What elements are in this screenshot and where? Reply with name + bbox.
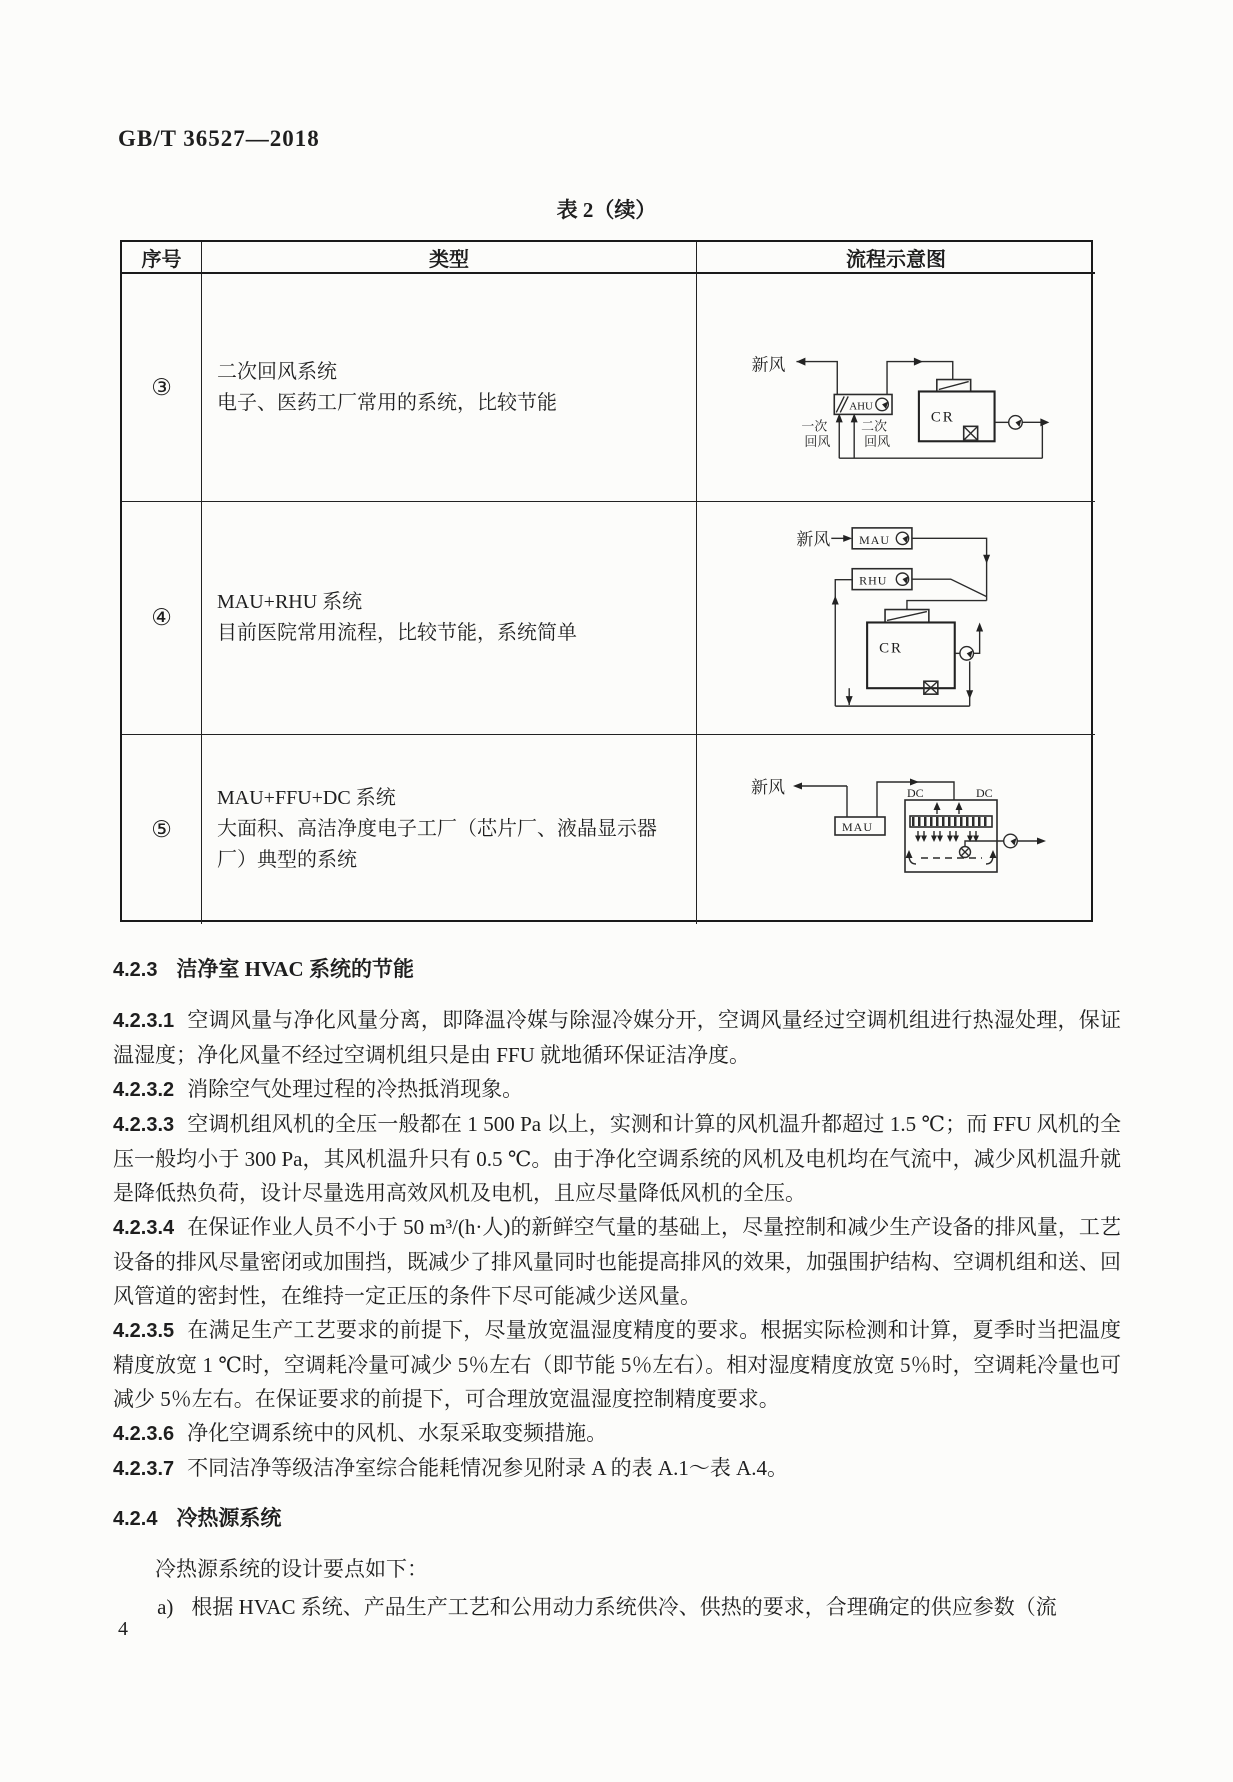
type-desc: 大面积、高洁净度电子工厂（芯片厂、液晶显示器厂）典型的系统 bbox=[217, 818, 657, 871]
list-item-label: a) bbox=[157, 1595, 174, 1619]
section-title: 冷热源系统 bbox=[176, 1506, 282, 1530]
type-title: 二次回风系统 bbox=[217, 360, 337, 383]
section-title: 洁净室 HVAC 系统的节能 bbox=[176, 957, 414, 981]
label-ahu: AHU bbox=[849, 400, 873, 413]
row-type-4 bbox=[202, 502, 697, 735]
label-secondary-return: 二次 bbox=[861, 418, 888, 434]
fan-icon bbox=[1004, 834, 1018, 848]
fan-icon bbox=[896, 573, 908, 585]
page-number: 4 bbox=[118, 1618, 128, 1640]
fan-icon bbox=[896, 532, 908, 544]
fan-icon bbox=[960, 647, 974, 661]
clause-4231 bbox=[113, 1003, 1121, 1072]
clause-4236 bbox=[113, 1416, 1121, 1451]
arrow-down-icon bbox=[966, 690, 973, 699]
arrow-right-icon bbox=[843, 535, 852, 542]
clause-text: 消除空气处理过程的冷热抵消现象。 bbox=[187, 1077, 524, 1101]
row-no-3: ③ bbox=[122, 274, 202, 502]
body-text bbox=[113, 952, 1121, 1624]
clause-4235 bbox=[113, 1313, 1121, 1416]
arrow-down-icon bbox=[983, 555, 990, 564]
row-no-4: ④ bbox=[122, 502, 202, 735]
hatch-icon bbox=[836, 396, 848, 412]
standard-number: GB/T 36527—2018 bbox=[118, 126, 320, 151]
section-intro: 冷热源系统的设计要点如下： bbox=[155, 1557, 428, 1581]
type-desc: 电子、医药工厂常用的系统，比较节能 bbox=[217, 391, 557, 414]
fan-icon bbox=[876, 398, 889, 411]
clause-number: 4.2.3.1 bbox=[113, 1010, 175, 1032]
clause-text: 在满足生产工艺要求的前提下，尽量放宽温湿度精度的要求。根据实际检测和计算，夏季时当把温度精度放宽 1 ℃时，空调耗冷量可减少 5％左右（即节能 5％左右）。相对湿度精度放宽 5％时，空调耗冷量也可减少 5％左右。在保证要求的前提下，可合理放宽温湿度控制精度要求。 bbox=[113, 1318, 1121, 1411]
label-mau: MAU bbox=[842, 820, 874, 834]
type-title: MAU+RHU 系统 bbox=[217, 591, 363, 613]
arrow-right-icon bbox=[1037, 838, 1046, 845]
col-header-diagram: 流程示意图 bbox=[697, 242, 1095, 274]
clause-number: 4.2.3.2 bbox=[113, 1079, 175, 1101]
label-fresh-air: 新风 bbox=[796, 529, 831, 549]
label-cr: CR bbox=[879, 640, 903, 657]
arrow-left-icon bbox=[796, 358, 805, 366]
label-mau: MAU bbox=[859, 532, 891, 547]
filter-icon bbox=[937, 380, 971, 392]
damper-icon bbox=[964, 426, 978, 440]
arrow-right-icon bbox=[910, 779, 919, 786]
arrow-up-icon bbox=[976, 622, 983, 631]
arrow-right-icon bbox=[1040, 418, 1049, 426]
section-number: 4.2.4 bbox=[113, 1508, 158, 1530]
arrow-down-icon bbox=[846, 696, 853, 705]
arrow-left-icon bbox=[793, 783, 802, 790]
clause-number: 4.2.3.4 bbox=[113, 1217, 175, 1239]
flow-diagram-mau-ffu-dc bbox=[697, 735, 1095, 924]
col-header-type: 类型 bbox=[202, 242, 697, 274]
arrow-up-icon bbox=[906, 850, 913, 858]
arrow-right-icon bbox=[914, 358, 923, 366]
clause-number: 4.2.3.3 bbox=[113, 1114, 175, 1136]
clause-number: 4.2.3.5 bbox=[113, 1320, 175, 1342]
section-heading-423 bbox=[113, 952, 1121, 987]
list-item-a bbox=[113, 1590, 1121, 1624]
clause-text: 空调风量与净化风量分离，即降温冷媒与除湿冷媒分开，空调风量经过空调机组进行热湿处理，保证温湿度；净化风量不经过空调机组只是由 FFU 就地循环保证洁净度。 bbox=[113, 1008, 1121, 1067]
row-no-5: ⑤ bbox=[122, 735, 202, 924]
row-diagram-3 bbox=[697, 274, 1095, 502]
clause-4234 bbox=[113, 1210, 1121, 1313]
label-dc-right: DC bbox=[976, 786, 993, 800]
label-cr: CR bbox=[930, 409, 955, 426]
label-fresh-air: 新风 bbox=[751, 778, 785, 797]
label-secondary-return-2: 回风 bbox=[864, 434, 891, 450]
clause-4237 bbox=[113, 1451, 1121, 1486]
table-title: 表 2（续） bbox=[556, 198, 657, 222]
fan-icon bbox=[960, 847, 971, 858]
row-type-3 bbox=[202, 274, 697, 502]
label-primary-return: 一次 bbox=[801, 418, 828, 434]
type-title: MAU+FFU+DC 系统 bbox=[217, 787, 396, 809]
clause-number: 4.2.3.7 bbox=[113, 1458, 175, 1480]
clause-4232 bbox=[113, 1072, 1121, 1107]
system-type-table bbox=[120, 240, 1093, 922]
arrow-up-icon bbox=[832, 596, 839, 605]
arrow-up-icon bbox=[990, 850, 997, 858]
label-rhu: RHU bbox=[859, 573, 888, 588]
flow-diagram-mau-rhu bbox=[697, 502, 1095, 734]
clause-text: 空调机组风机的全压一般都在 1 500 Pa 以上，实测和计算的风机温升都超过 1.5 ℃；而 FFU 风机的全压一般均小于 300 Pa，其风机温升只有 0.5 ℃。由于净化空调系统的风机及电机均在气流中，减少风机温升就是降低热负荷，设计尽量选用高效风机及电机，且应尽量降低风机的全压。 bbox=[113, 1112, 1121, 1205]
list-item-text: 根据 HVAC 系统、产品生产工艺和公用动力系统供冷、供热的要求，合理确定的供应参数（流 bbox=[191, 1595, 1057, 1619]
clause-4233 bbox=[113, 1107, 1121, 1210]
arrow-up-icon bbox=[956, 802, 963, 810]
clause-text: 净化空调系统中的风机、水泵采取变频措施。 bbox=[187, 1421, 608, 1445]
clause-number: 4.2.3.6 bbox=[113, 1423, 175, 1445]
row-type-5 bbox=[202, 735, 697, 924]
section-number: 4.2.3 bbox=[113, 959, 158, 981]
row-diagram-4 bbox=[697, 502, 1095, 735]
row-diagram-5 bbox=[697, 735, 1095, 924]
label-fresh-air: 新风 bbox=[751, 355, 786, 375]
col-header-no: 序号 bbox=[122, 242, 202, 274]
arrow-up-icon bbox=[934, 802, 941, 810]
ffu-bank-icon bbox=[910, 816, 992, 827]
clause-text: 不同洁净等级洁净室综合能耗情况参见附录 A 的表 A.1～表 A.4。 bbox=[187, 1456, 789, 1480]
label-dc-left: DC bbox=[907, 786, 924, 800]
flow-diagram-secondary-return bbox=[697, 274, 1095, 501]
filter-icon bbox=[885, 610, 929, 623]
section-heading-424 bbox=[113, 1501, 1121, 1536]
type-desc: 目前医院常用流程，比较节能，系统简单 bbox=[217, 622, 577, 644]
fan-icon bbox=[1009, 416, 1023, 430]
clause-text: 在保证作业人员不小于 50 m³/(h·人)的新鲜空气量的基础上，尽量控制和减少生产设备的排风量，工艺设备的排风尽量密闭或加围挡，既减少了排风量同时也能提高排风的效果，加强围护结构、空调机组和送、回风管道的密封性，在维持一定正压的条件下尽可能减少送风量。 bbox=[113, 1215, 1121, 1308]
label-primary-return-2: 回风 bbox=[804, 434, 831, 450]
